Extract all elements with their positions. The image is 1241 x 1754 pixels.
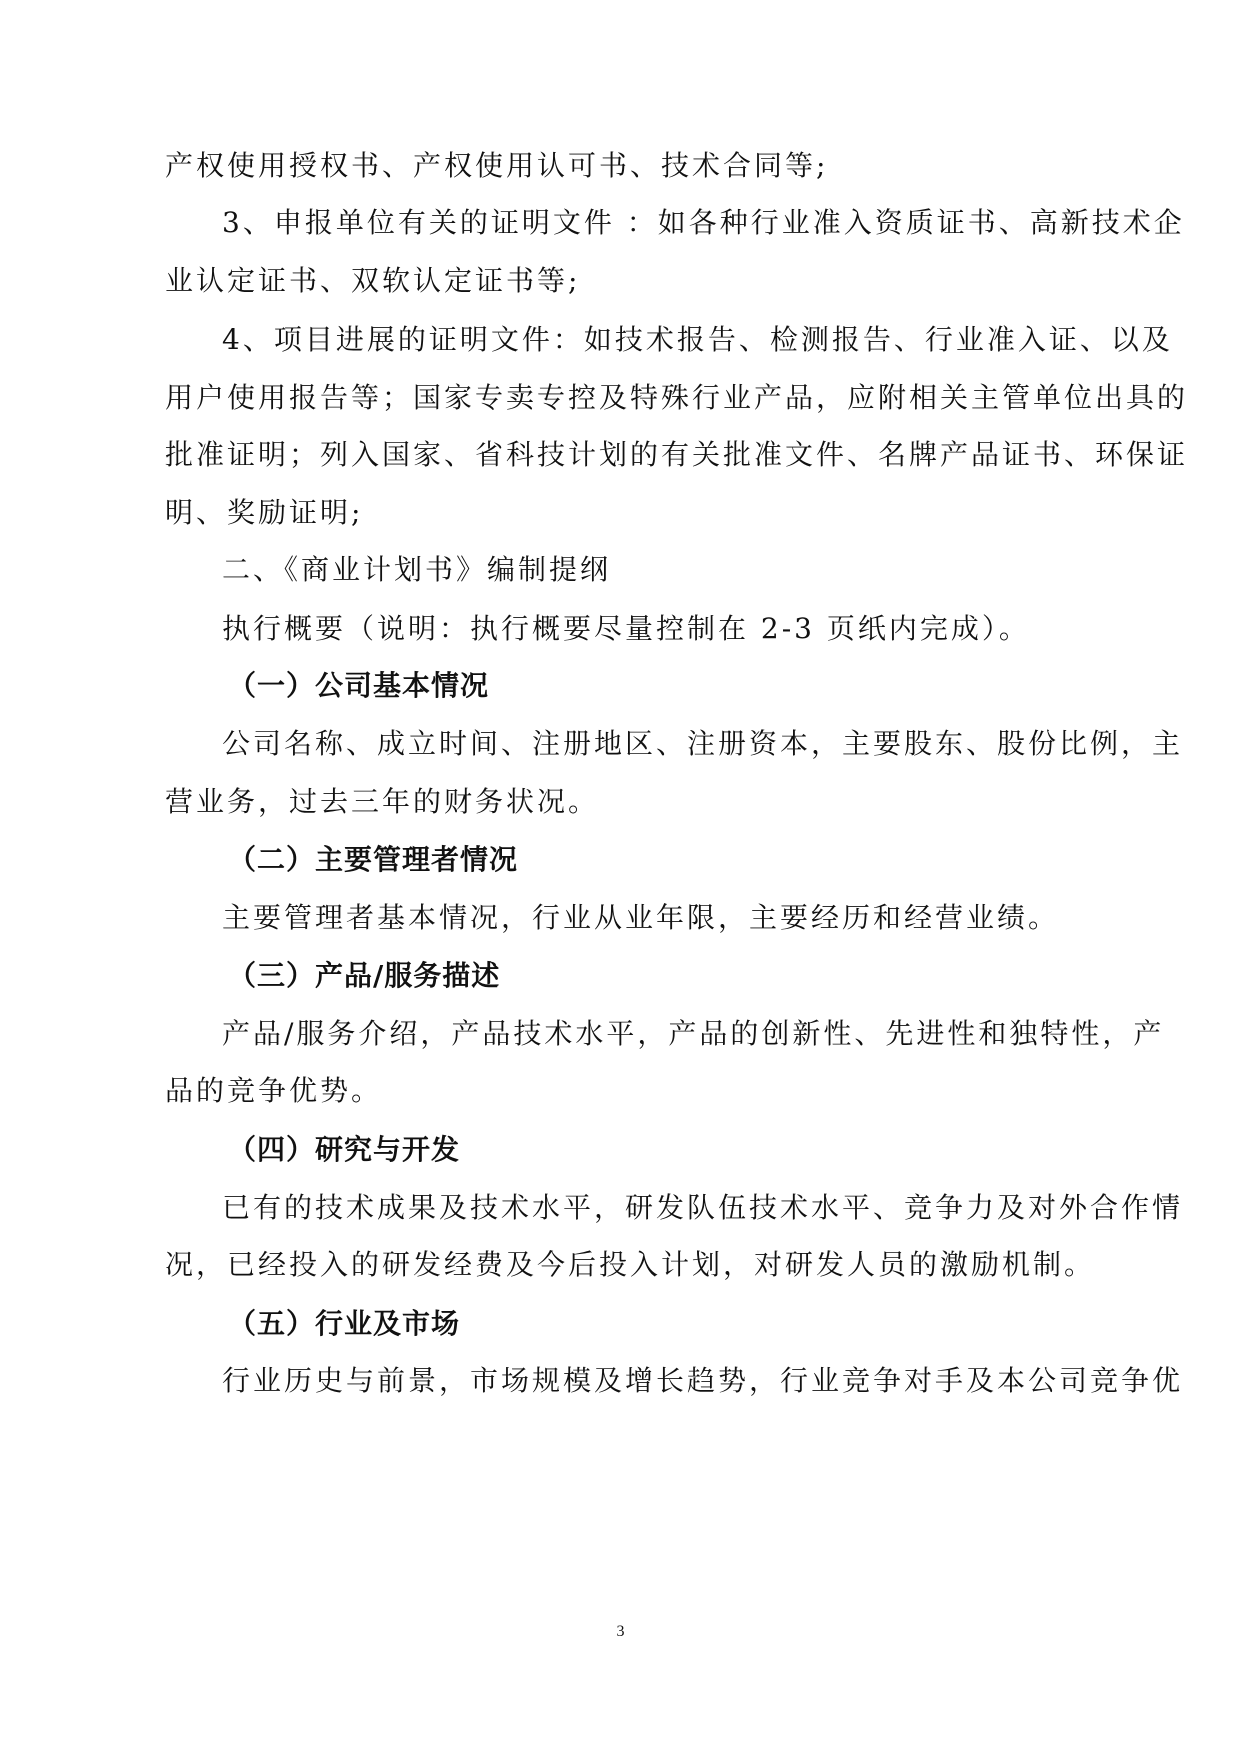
text-line: 况，已经投入的研发经费及今后投入计划，对研发人员的激励机制。 xyxy=(165,1248,1096,1281)
text-line: 品的竞争优势。 xyxy=(165,1074,383,1107)
text-line: 执行概要（说明：执行概要尽量控制在 2-3 页纸内完成）。 xyxy=(222,612,1030,645)
section-title: 二、《商业计划书》编制提纲 xyxy=(222,553,612,586)
text-line: 3、申报单位有关的证明文件 ：如各种行业准入资质证书、高新技术企 xyxy=(222,206,1185,239)
text-line: 用户使用报告等；国家专卖专控及特殊行业产品，应附相关主管单位出具的 xyxy=(165,381,1189,414)
heading-company-info: （一）公司基本情况 xyxy=(228,669,490,702)
text-line: 业认定证书、双软认定证书等; xyxy=(165,264,581,297)
heading-product-service: （三）产品/服务描述 xyxy=(228,959,501,992)
heading-industry-market: （五）行业及市场 xyxy=(228,1307,461,1340)
text-line: 主要管理者基本情况，行业从业年限，主要经历和经营业绩。 xyxy=(222,901,1060,934)
text-line: 营业务，过去三年的财务状况。 xyxy=(165,785,600,818)
text-line: 明、奖励证明; xyxy=(165,496,364,529)
text-line: 4、项目进展的证明文件：如技术报告、检测报告、行业准入证、以及 xyxy=(222,323,1173,356)
text-line: 产权使用授权书、产权使用认可书、技术合同等; xyxy=(165,149,829,182)
heading-management-info: （二）主要管理者情况 xyxy=(228,843,519,876)
heading-research-development: （四）研究与开发 xyxy=(228,1133,461,1166)
text-line: 批准证明；列入国家、省科技计划的有关批准文件、名牌产品证书、环保证 xyxy=(165,438,1189,471)
text-line: 公司名称、成立时间、注册地区、注册资本，主要股东、股份比例，主 xyxy=(222,727,1184,760)
text-line: 已有的技术成果及技术水平，研发队伍技术水平、竞争力及对外合作情 xyxy=(222,1191,1184,1224)
text-line: 行业历史与前景，市场规模及增长趋势，行业竞争对手及本公司竞争优 xyxy=(222,1364,1184,1397)
text-line: 产品/服务介绍，产品技术水平，产品的创新性、先进性和独特性，产 xyxy=(222,1017,1165,1050)
page-number: 3 xyxy=(616,1623,625,1640)
